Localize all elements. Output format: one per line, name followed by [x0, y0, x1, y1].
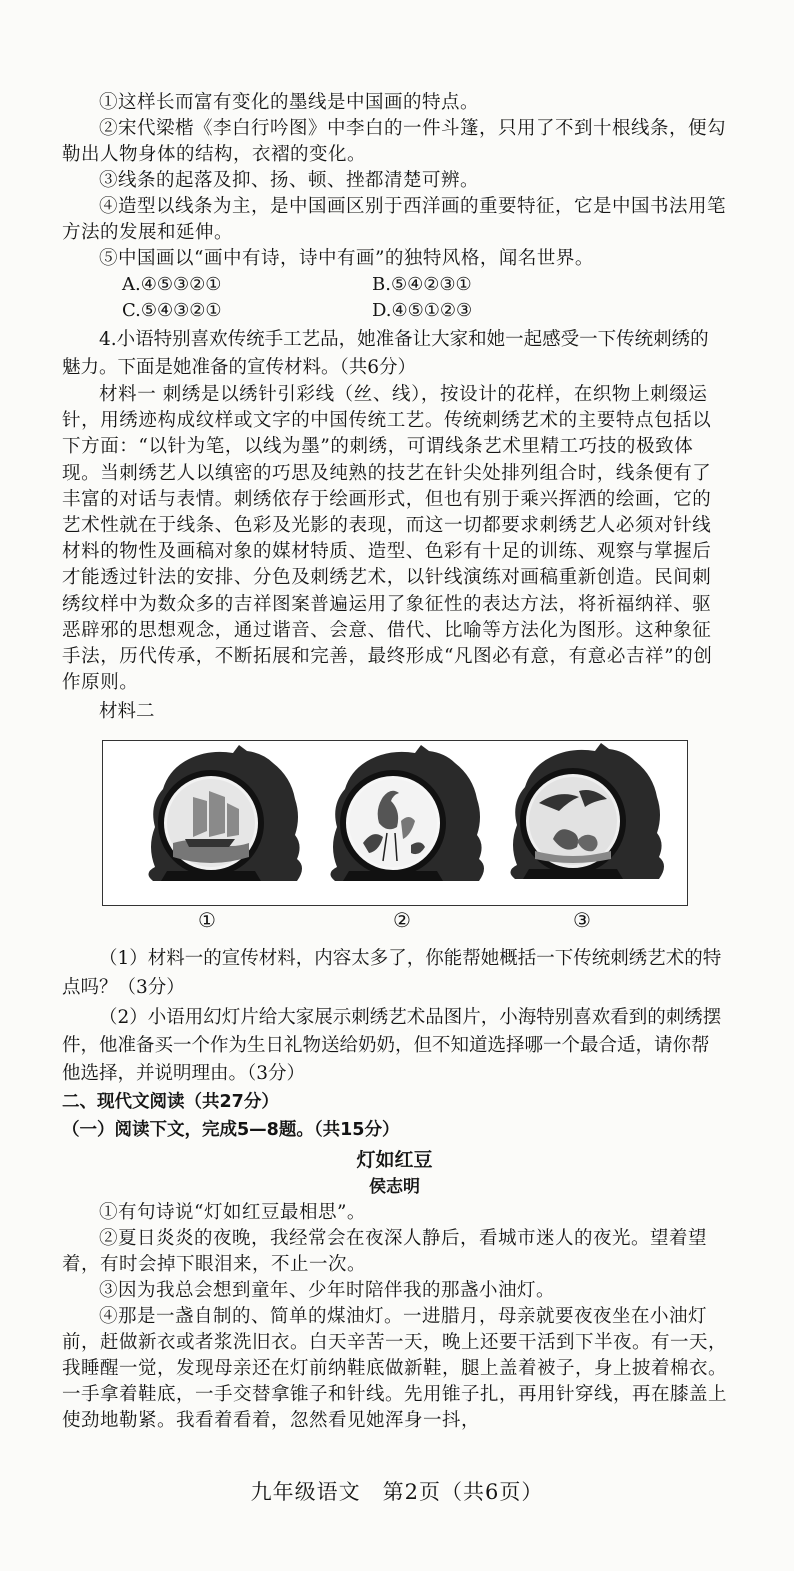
- embroidery-figure: [102, 740, 688, 906]
- part-heading: （一）阅读下文，完成5—8题。（共15分）: [62, 1120, 400, 1141]
- sub-question-2: （2）小语用幻灯片给大家展示刺绣艺术品图片，小海特别喜欢看到的刺绣摆件，他准备买一个作为生日礼物送给奶奶，但不知道选择哪一个最合适，请你帮他选择，并说明理由。（3分）: [62, 1007, 722, 1085]
- screen-2-cranes: [330, 745, 484, 881]
- article-paragraph-2: ②夏日炎炎的夜晚，我经常会在夜深人静后，看城市迷人的夜光。望着望着，有时会掉下眼泪来，不止一次。: [62, 1228, 708, 1276]
- sentence-1: ①这样长而富有变化的墨线是中国画的特点。: [99, 92, 480, 113]
- figure-label-3: ③: [573, 908, 591, 933]
- sentence-5: ⑤中国画以“画中有诗，诗中有画”的独特风格，闻名世界。: [99, 248, 594, 269]
- figure-label-1: ①: [198, 908, 216, 933]
- option-d: D.④⑤①②③: [372, 300, 473, 321]
- option-a: A.④⑤③②①: [122, 274, 222, 295]
- option-b: B.⑤④②③①: [372, 274, 472, 295]
- article-paragraph-4: ④那是一盏自制的、简单的煤油灯。一进腊月，母亲就要夜夜坐在小油灯前，赶做新衣或者浆洗旧衣。白天辛苦一天，晚上还要干活到下半夜。有一天，我睡醒一觉，发现母亲还在灯前纳鞋底做新鞋，腿上盖着被子，身上披着棉衣。一手拿着鞋底，一手交替拿锥子和针线。先用锥子扎，再用针穿线，再在膝盖上使劲地勒紧。我看着看着，忽然看见她浑身一抖，: [62, 1306, 728, 1432]
- material-1: 材料一 刺绣是以绣针引彩线（丝、线），按设计的花样，在织物上刺缀运针，用绣迹构成纹样或文字的中国传统工艺。传统刺绣艺术的主要特点包括以下方面：“以针为笔，以线为墨”的刺绣，可谓线条艺术里精工巧技的极致体现。当刺绣艺人以缜密的巧思及纯熟的技艺在针尖处排列组合时，线条便有了丰富的对话与表情。刺绣依存于绘画形式，但也有别于乘兴挥洒的绘画，它的艺术性就在于线条、色彩及光影的表现，而这一切都要求刺绣艺人必须对针线材料的物性及画稿对象的媒材特质、造型、色彩有十足的训练、观察与掌握后才能透过针法的安排、分色及刺绣艺术，以针线演练对画稿重新创造。民间刺绣纹样中为数众多的吉祥图案普遍运用了象征性的表达方法，将祈福纳祥、驱恶辟邪的思想观念，通过谐音、会意、借代、比喻等方法化为图形。这种象征手法，历代传承，不断拓展和完善，最终形成“凡图必有意，有意必吉祥”的创作原则。: [62, 384, 713, 694]
- section-heading: 二、现代文阅读（共27分）: [62, 1092, 279, 1113]
- sub-question-1: （1）材料一的宣传材料，内容太多了，你能帮她概括一下传统刺绣艺术的特点吗？（3分）: [62, 948, 722, 999]
- screen-3-mandarin-ducks: [510, 743, 664, 879]
- exam-page: [62, 90, 727, 1434]
- screen-1-sailing-ship: [148, 745, 302, 881]
- figure-label-2: ②: [393, 908, 411, 933]
- article-paragraph-3: ③因为我总会想到童年、少年时陪伴我的那盏小油灯。: [99, 1280, 556, 1302]
- article-paragraph-1: ①有句诗说“灯如红豆最相思”。: [99, 1202, 366, 1224]
- sentence-2: ②宋代梁楷《李白行吟图》中李白的一件斗篷，只用了不到十根线条，便勾勒出人物身体的结构，衣褶的变化。: [62, 118, 727, 165]
- sentence-4: ④造型以线条为主，是中国画区别于西洋画的重要特征，它是中国书法用笔方法的发展和延伸。: [62, 196, 727, 243]
- sentence-3: ③线条的起落及抑、扬、顿、挫都清楚可辨。: [99, 170, 480, 191]
- material-2-label: 材料二: [99, 701, 155, 723]
- article-title: 灯如红豆: [356, 1149, 433, 1172]
- embroidery-screens-illustration: [103, 741, 687, 905]
- page-footer: 九年级语文 第2页（共6页）: [250, 1480, 544, 1504]
- option-c: C.⑤④③②①: [122, 300, 222, 321]
- figure-labels: [102, 908, 686, 932]
- question-4-stem: 4.小语特别喜欢传统手工艺品，她准备让大家和她一起感受一下传统刺绣的魅力。下面是她准备的宣传材料。（共6分）: [62, 329, 709, 378]
- answer-options: [62, 272, 727, 324]
- article-author: 侯志明: [369, 1177, 420, 1198]
